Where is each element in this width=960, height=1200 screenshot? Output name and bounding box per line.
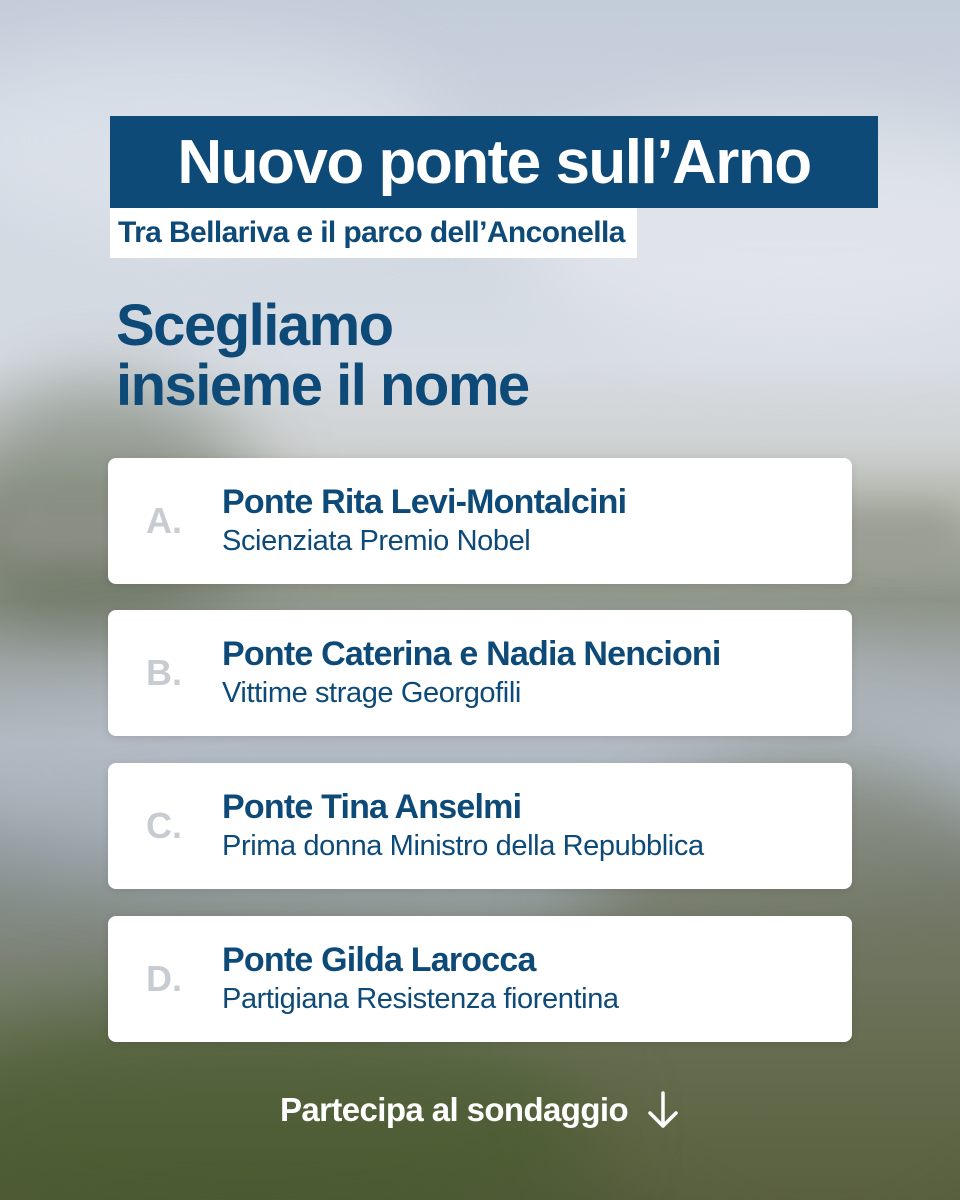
page-title: Nuovo ponte sull’Arno <box>177 127 811 197</box>
option-letter: B. <box>146 652 182 693</box>
option-name: Ponte Caterina e Nadia Nencioni <box>222 635 721 673</box>
option-description: Partigiana Resistenza fiorentina <box>222 983 619 1015</box>
option-name: Ponte Tina Anselmi <box>222 788 522 826</box>
option-card-c[interactable] <box>108 763 852 889</box>
subtitle: Tra Bellariva e il parco dell’Anconella <box>118 216 625 249</box>
option-letter: A. <box>146 500 182 541</box>
arrow-down-icon <box>646 1090 680 1130</box>
poll-cta[interactable] <box>0 1090 960 1130</box>
headline-line-1: Scegliamo <box>116 293 393 358</box>
option-card-a[interactable] <box>108 458 852 584</box>
title-banner <box>110 116 878 208</box>
subtitle-banner <box>110 208 637 258</box>
option-name: Ponte Gilda Larocca <box>222 941 536 979</box>
headline <box>116 293 529 418</box>
option-card-b[interactable] <box>108 610 852 736</box>
option-card-d[interactable] <box>108 916 852 1042</box>
option-letter: C. <box>146 805 182 846</box>
option-description: Prima donna Ministro della Repubblica <box>222 830 704 862</box>
headline-line-2: insieme il nome <box>116 353 529 418</box>
option-description: Vittime strage Georgofili <box>222 677 521 709</box>
option-name: Ponte Rita Levi-Montalcini <box>222 483 627 521</box>
option-letter: D. <box>146 958 182 999</box>
cta-label: Partecipa al sondaggio <box>279 1091 629 1128</box>
option-description: Scienziata Premio Nobel <box>222 525 531 557</box>
